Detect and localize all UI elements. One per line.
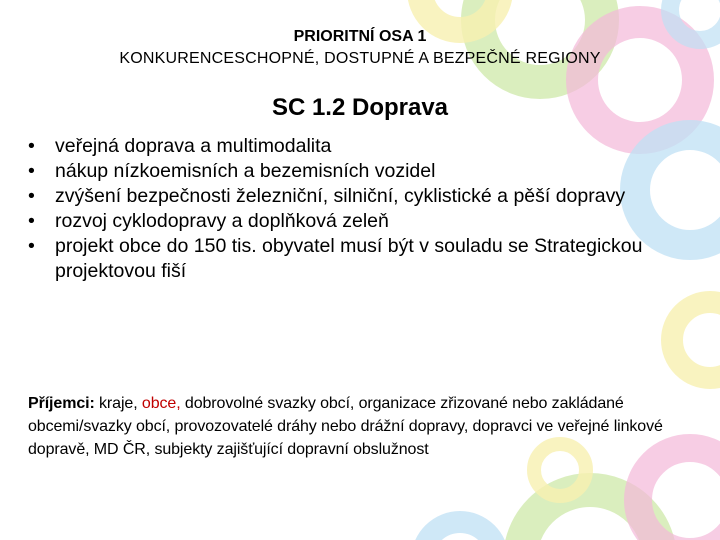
priority-axis-title: PRIORITNÍ OSA 1 [293,28,427,45]
bullet-item: • veřejná doprava a multimodalita [28,134,688,159]
bullet-list [28,134,688,284]
recipients-label: Příjemci: [28,395,95,412]
objective-title: SC 1.2 Doprava [271,94,449,121]
bullet-item: • zvýšení bezpečnosti železniční, silniční, cyklistické a pěší dopravy [28,184,688,209]
recipients-paragraph [28,392,693,461]
priority-axis-heading [0,26,720,70]
bullet-item: • nákup nízkoemisních a bezemisních vozidel [28,159,688,184]
recipients-text-start: kraje, [94,395,142,412]
recipients-highlight: obce, [141,395,181,412]
bullet-item: • projekt obce do 150 tis. obyvatel musí být v souladu se Strategickou projektovou fiší [28,234,688,284]
recipients-text-rest: dobrovolné svazky obcí, organizace zřizované nebo zakládané obcemi/svazky obcí, provozovatelé dráhy nebo drážní dopravy, dopravci ve veřejné linkové dopravě, MD ČR, subjekty zajišťující dopravní obslužnost [28,395,663,458]
bullet-item: • rozvoj cyklodopravy a doplňková zeleň [28,209,688,234]
priority-axis-name: KONKURENCESCHOPNÉ, DOSTUPNÉ A BEZPEČNÉ REGIONY [119,50,601,67]
